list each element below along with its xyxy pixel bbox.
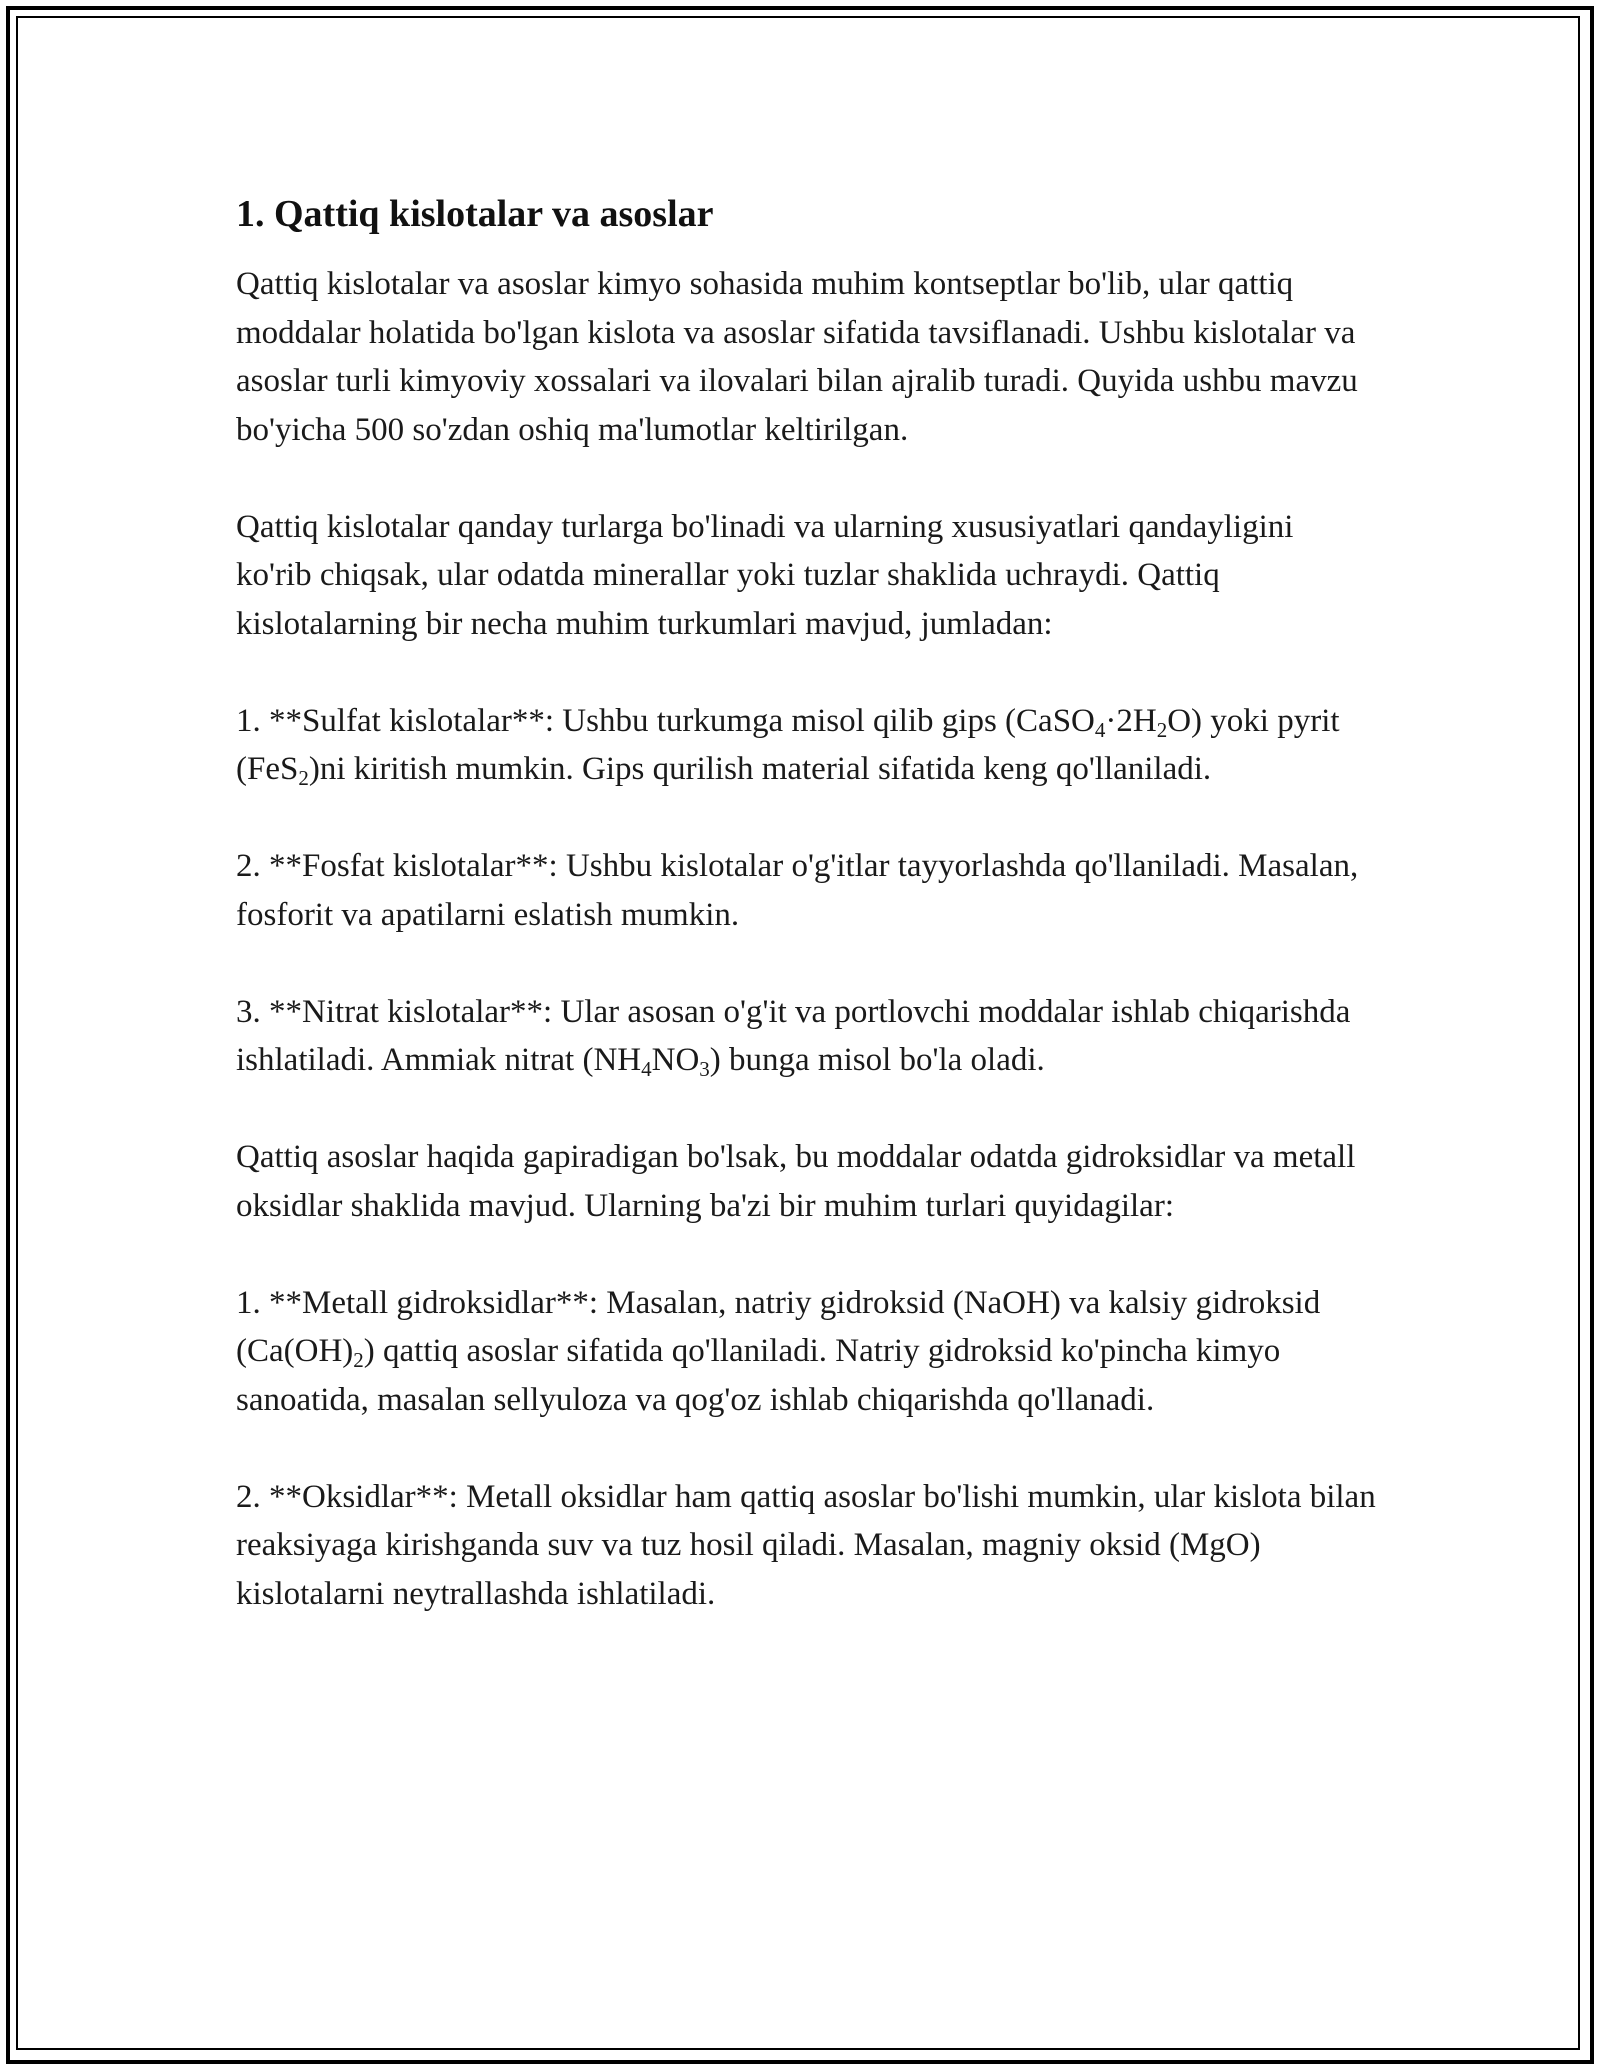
list-item-sulfate-acids: 1. **Sulfat kislotalar**: Ushbu turkumga misol qilib gips $(CaSO_4\cdot 2H_2O)$ yoki pyrit (FeS$_2$)ni kiritish mumkin. Gips qurilish material sifatida keng qo'llaniladi.	[236, 702, 1340, 790]
list-item-nitrate-acids: 3. **Nitrat kislotalar**: Ular asosan o'g'it va portlovchi moddalar ishlab chiqarishda ishlatiladi. Ammiak nitrat $(NH_4NO_3)$ bunga misol bo'la oladi.	[236, 993, 1351, 1081]
list-item-metal-hydroxides: 1. **Metall gidroksidlar**: Masalan, natriy gidroksid (NaOH) va kalsiy gidroksid $(Ca(OH)_2)$ qattiq asoslar sifatida qo'llaniladi. Natriy gidroksid ko'pincha kimyo sanoatida, masalan sellyuloza va qog'oz ishlab chiqarishda qo'llanadi.	[236, 1284, 1321, 1418]
acids-paragraph: Qattiq kislotalar qanday turlarga bo'linadi va ularning xususiyatlari qandayligini ko'rib chiqsak, ular odatda minerallar yoki tuzlar shaklida uchraydi. Qattiq kislotalarning bir necha muhim turkumlari mavjud, jumladan:	[236, 508, 1294, 642]
bases-paragraph: Qattiq asoslar haqida gapiradigan bo'lsak, bu moddalar odatda gidroksidlar va metall oksidlar shaklida mavjud. Ularning ba'zi bir muhim turlari quyidagilar:	[236, 1139, 1356, 1224]
list-item-phosphate-acids: 2. **Fosfat kislotalar**: Ushbu kislotalar o'g'itlar tayyorlashda qo'llaniladi. Masalan, fosforit va apatilarni eslatish mumkin.	[236, 848, 1359, 933]
list-item-oxides: 2. **Oksidlar**: Metall oksidlar ham qattiq asoslar bo'lishi mumkin, ular kislota bilan reaksiyaga kirishganda suv va tuz hosil qiladi. Masalan, magniy oksid (MgO) kislotalarni neytrallashda ishlatiladi.	[236, 1478, 1376, 1612]
intro-paragraph: Qattiq kislotalar va asoslar kimyo sohasida muhim kontseptlar bo'lib, ular qattiq moddalar holatida bo'lgan kislota va asoslar sifatida tavsiflanadi. Ushbu kislotalar va asoslar turli kimyoviy xossalari va ilovalari bilan ajralib turadi. Quyida ushbu mavzu bo'yicha 500 so'zdan oshiq ma'lumotlar keltirilgan.	[236, 266, 1358, 448]
document-body	[236, 188, 1376, 1667]
section-heading: 1. Qattiq kislotalar va asoslar	[236, 193, 714, 235]
